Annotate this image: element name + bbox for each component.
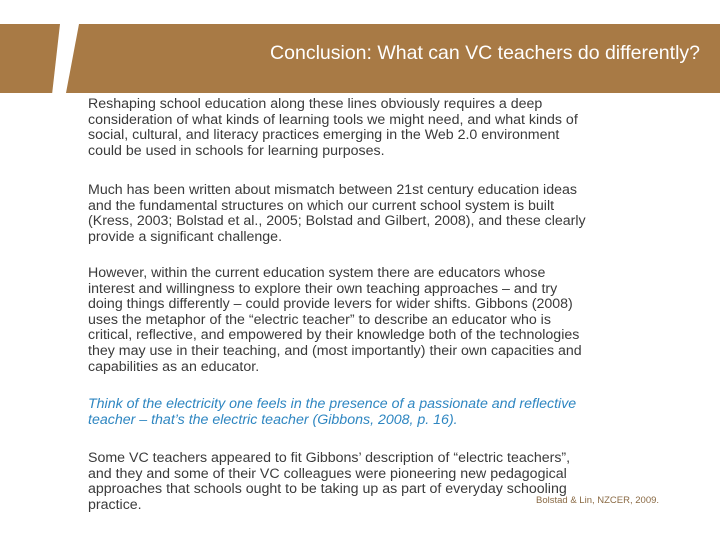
citation: Bolstad & Lin, NZCER, 2009. (536, 495, 660, 506)
header-accent-bar (0, 24, 60, 93)
paragraph-vc-teachers: Some VC teachers appeared to fit Gibbons’ description of “electric teachers”, and they and some of their VC colleagues were pioneering new pedagogical approaches that schools ought to be taking up as part of everyday schooling practice. (88, 450, 571, 513)
slide-title: Conclusion: What can VC teachers do differently? (270, 42, 700, 64)
quote-electric-teacher: Think of the electricity one feels in the presence of a passionate and reflective teacher – that’s the electric teacher (Gibbons, 2008, p. 16). (88, 396, 577, 428)
paragraph-reshaping: Reshaping school education along these lines obviously requires a deep consideration of what kinds of learning tools we might need, and what kinds of social, cultural, and literacy practices emerging in the Web 2.0 environment could be used in schools for learning purposes. (88, 96, 578, 159)
paragraph-educators: However, within the current education system there are educators whose interest and willingness to explore their own teaching approaches – and try doing things differently – could provide levers for wider shifts. Gibbons (2008) uses the metaphor of the “electric teacher” to describe an educator who is critical, reflective, and empowered by their knowledge both of the technologies they may use in their teaching, and (most importantly) their own capacities and capabilities as an educator. (88, 265, 582, 375)
paragraph-mismatch: Much has been written about mismatch between 21st century education ideas and the fundamental structures on which our current school system is built (Kress, 2003; Bolstad et al., 2005; Bolstad and Gilbert, 2008), and these clearly provide a significant challenge. (88, 182, 586, 245)
